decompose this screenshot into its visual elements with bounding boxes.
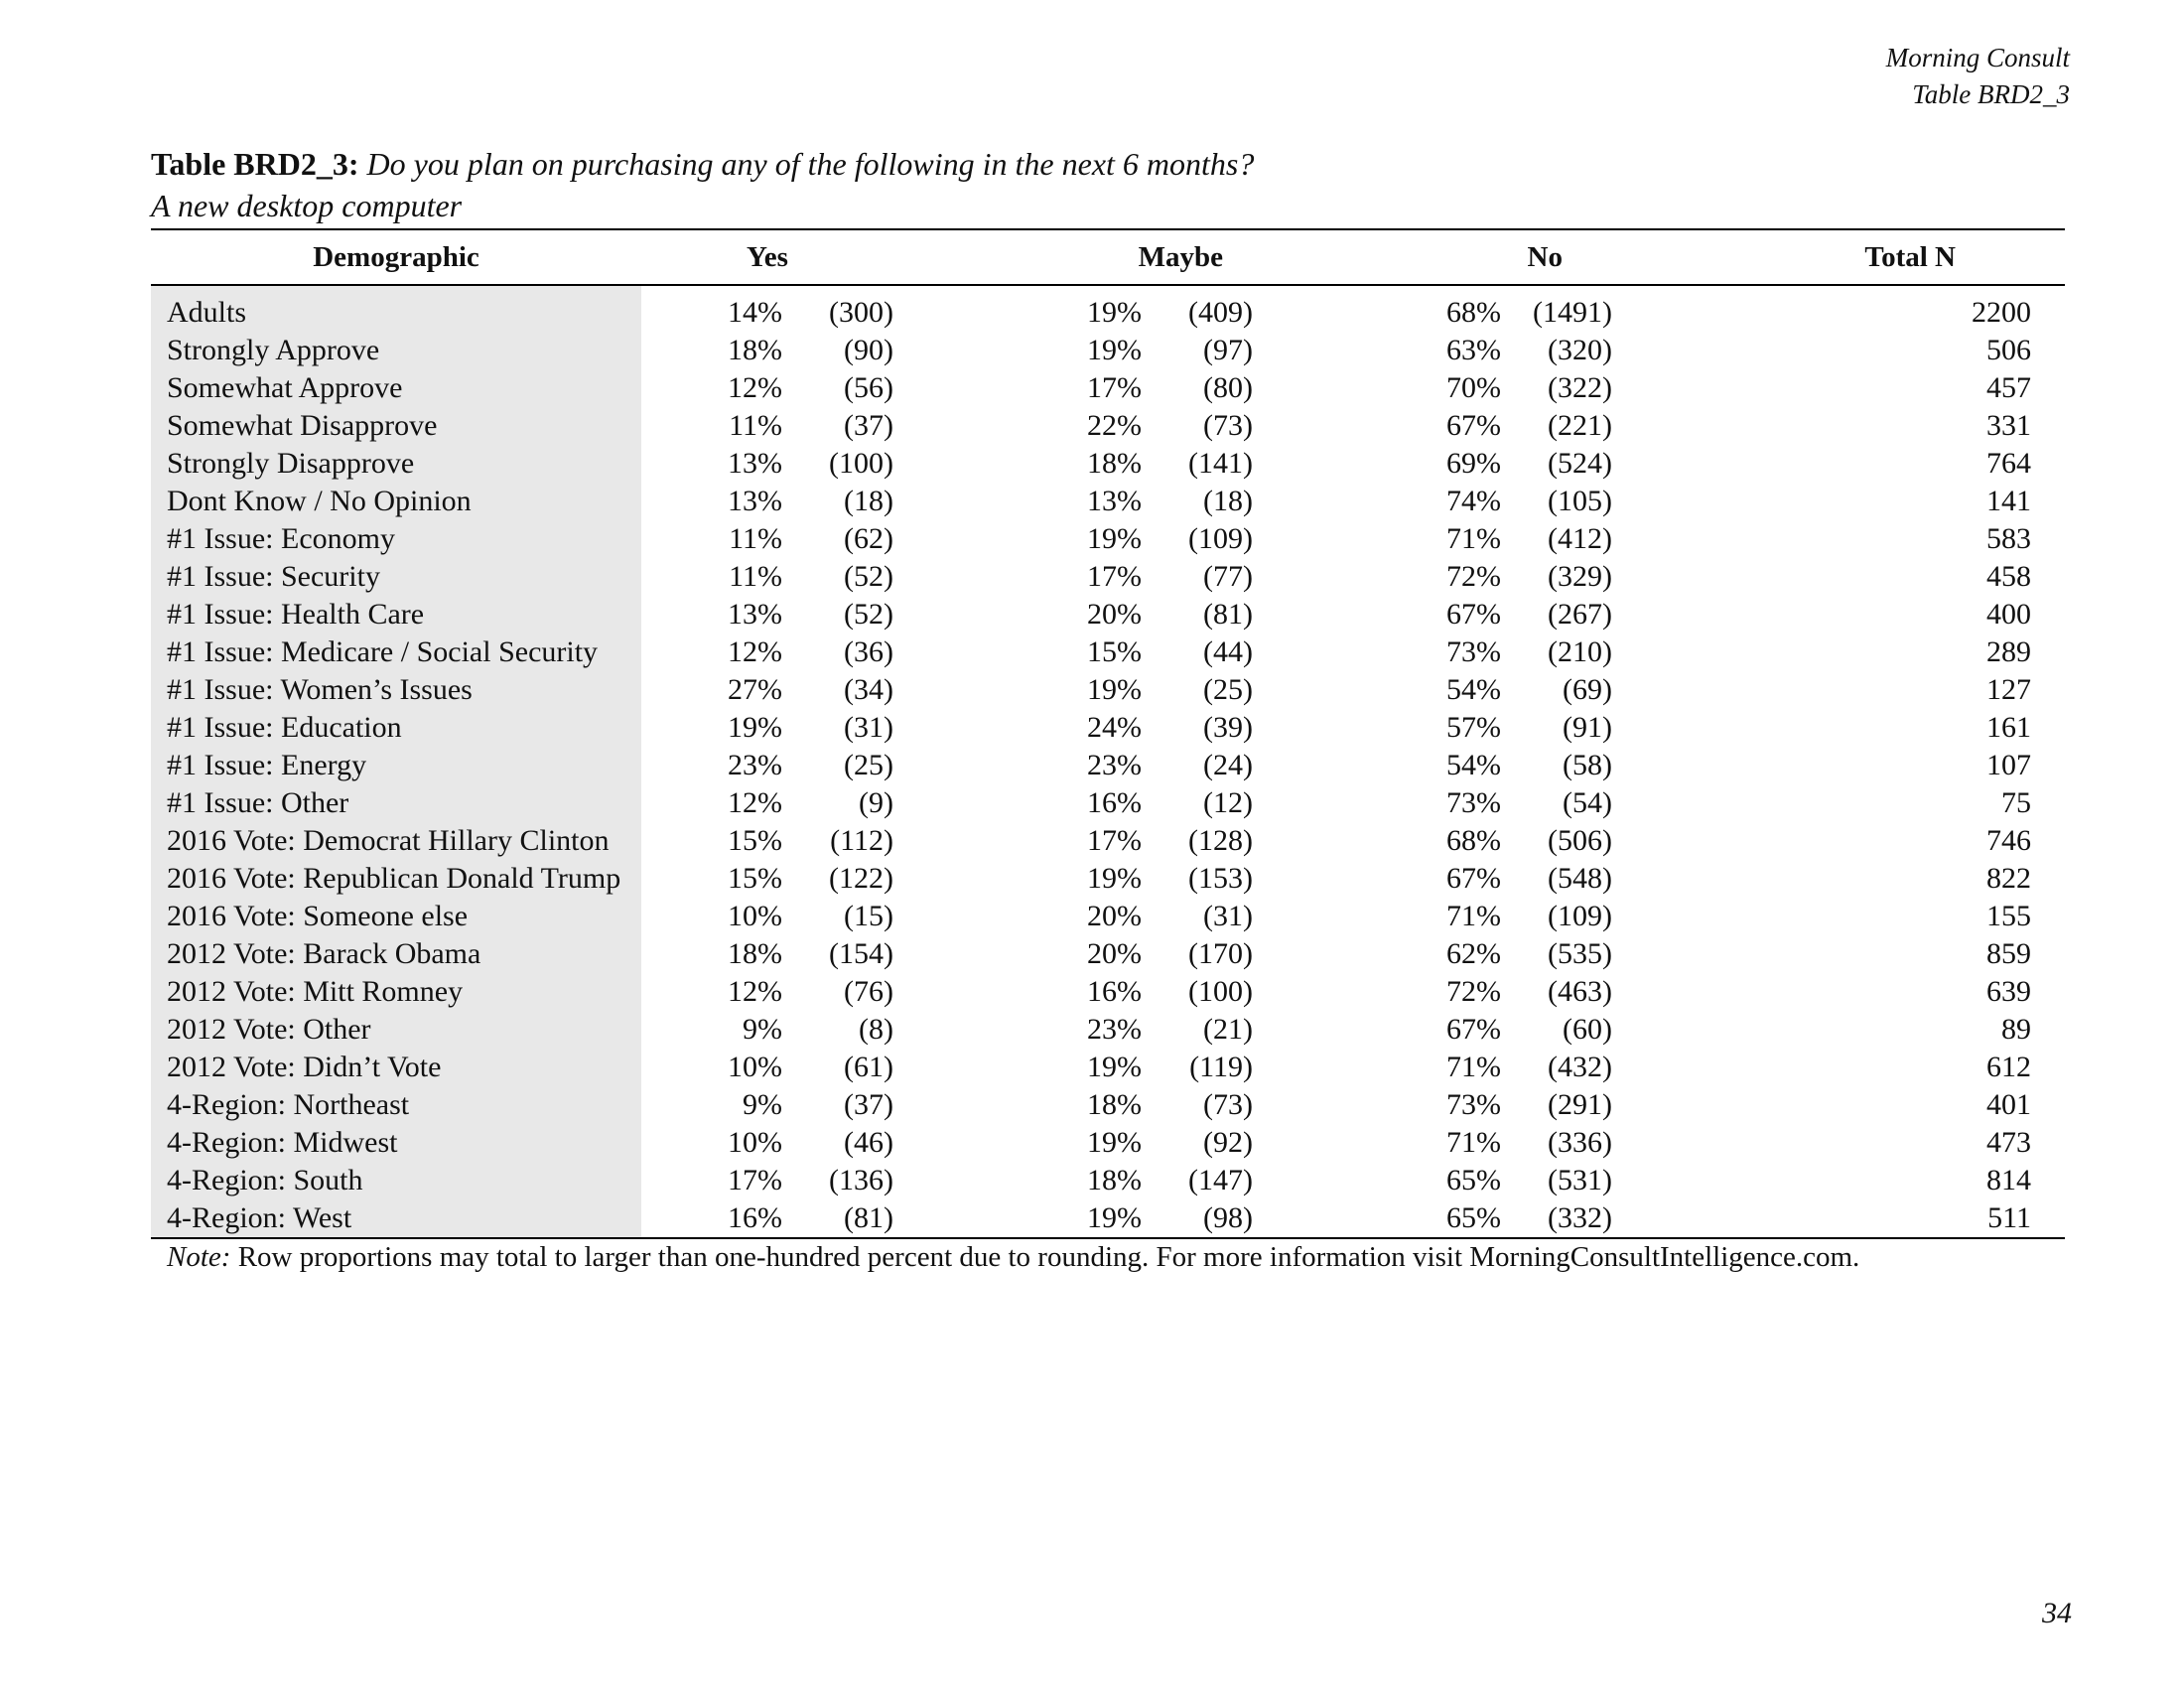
maybe-count: (31) xyxy=(1203,900,1253,932)
total-n: 859 xyxy=(1986,937,2031,970)
no-percent: 73% xyxy=(1446,1088,1501,1121)
total-n: 75 xyxy=(2001,786,2031,819)
total-n: 289 xyxy=(1986,635,2031,668)
yes-count: (31) xyxy=(844,711,893,744)
table-row xyxy=(151,671,2065,709)
table-row xyxy=(151,1162,2065,1199)
maybe-count: (100) xyxy=(1188,975,1253,1008)
no-count: (524) xyxy=(1548,447,1612,480)
yes-percent: 13% xyxy=(728,447,782,480)
table-row xyxy=(151,445,2065,483)
maybe-count: (109) xyxy=(1188,522,1253,555)
row-label: 2016 Vote: Someone else xyxy=(151,898,641,935)
no-percent: 65% xyxy=(1253,1199,1501,1238)
yes-count: (112) xyxy=(830,824,893,857)
total-n: 746 xyxy=(1986,824,2031,857)
yes-count: (81) xyxy=(782,1199,893,1238)
maybe-percent: 13% xyxy=(1087,485,1142,517)
no-percent: 69% xyxy=(1446,447,1501,480)
maybe-percent: 20% xyxy=(1087,937,1142,970)
yes-count: (154) xyxy=(829,937,893,970)
table-row xyxy=(151,860,2065,898)
no-count: (109) xyxy=(1548,900,1612,932)
table-row xyxy=(151,1049,2065,1086)
total-n: 401 xyxy=(1986,1088,2031,1121)
no-percent: 70% xyxy=(1446,371,1501,404)
row-label: Adults xyxy=(151,285,641,332)
yes-percent: 12% xyxy=(728,635,782,668)
no-count: (336) xyxy=(1548,1126,1612,1159)
maybe-percent: 23% xyxy=(1087,749,1142,781)
total-n: 161 xyxy=(1986,711,2031,744)
yes-percent: 18% xyxy=(728,334,782,366)
total-n: 822 xyxy=(1986,862,2031,895)
title-question: Do you plan on purchasing any of the following in the next 6 months? xyxy=(366,146,1255,182)
yes-percent: 18% xyxy=(728,937,782,970)
maybe-percent: 19% xyxy=(1087,673,1142,706)
yes-percent: 12% xyxy=(728,786,782,819)
table-row xyxy=(151,558,2065,596)
maybe-count: (97) xyxy=(1203,334,1253,366)
yes-count: (122) xyxy=(829,862,893,895)
total-n: 458 xyxy=(1986,560,2031,593)
col-header-maybe: Maybe xyxy=(893,229,1253,285)
yes-percent: 10% xyxy=(728,1051,782,1083)
table-row xyxy=(151,1199,2065,1238)
maybe-count: (170) xyxy=(1188,937,1253,970)
note-label: Note: xyxy=(167,1241,231,1273)
yes-percent: 13% xyxy=(728,485,782,517)
yes-percent: 13% xyxy=(728,598,782,631)
table-row xyxy=(151,407,2065,445)
maybe-percent: 18% xyxy=(1087,1164,1142,1196)
yes-percent: 19% xyxy=(728,711,782,744)
no-percent: 71% xyxy=(1446,522,1501,555)
table-row xyxy=(151,1124,2065,1162)
header-table-id: Table BRD2_3 xyxy=(1912,79,2070,109)
no-percent: 63% xyxy=(1446,334,1501,366)
page-header xyxy=(1886,40,2070,113)
no-count: (506) xyxy=(1548,824,1612,857)
no-count: (322) xyxy=(1548,371,1612,404)
maybe-percent: 16% xyxy=(1087,786,1142,819)
col-header-no: No xyxy=(1253,229,1612,285)
yes-count: (18) xyxy=(844,485,893,517)
maybe-percent: 19% xyxy=(1087,296,1142,329)
maybe-percent: 19% xyxy=(1087,522,1142,555)
total-n: 107 xyxy=(1986,749,2031,781)
yes-count: (25) xyxy=(844,749,893,781)
maybe-percent: 15% xyxy=(1087,635,1142,668)
row-label: 4-Region: West xyxy=(151,1199,641,1238)
row-label: 2016 Vote: Democrat Hillary Clinton xyxy=(151,822,641,860)
maybe-percent: 19% xyxy=(1087,1126,1142,1159)
no-percent: 62% xyxy=(1446,937,1501,970)
total-n: 457 xyxy=(1986,371,2031,404)
yes-percent: 15% xyxy=(728,824,782,857)
row-label: Strongly Disapprove xyxy=(151,445,641,483)
no-count: (535) xyxy=(1548,937,1612,970)
no-count: (432) xyxy=(1548,1051,1612,1083)
maybe-count: (73) xyxy=(1203,1088,1253,1121)
row-label: 4-Region: Northeast xyxy=(151,1086,641,1124)
header-org: Morning Consult xyxy=(1885,43,2070,72)
no-percent: 71% xyxy=(1446,900,1501,932)
no-count: (412) xyxy=(1548,522,1612,555)
col-header-total: Total N xyxy=(1612,229,2065,285)
row-label: #1 Issue: Other xyxy=(151,784,641,822)
total-n: 2200 xyxy=(1972,296,2031,329)
no-percent: 68% xyxy=(1446,296,1501,329)
no-count: (54) xyxy=(1563,786,1612,819)
table-row xyxy=(151,898,2065,935)
maybe-count: (81) xyxy=(1203,598,1253,631)
table-row xyxy=(151,747,2065,784)
row-label: #1 Issue: Education xyxy=(151,709,641,747)
row-label: 4-Region: Midwest xyxy=(151,1124,641,1162)
maybe-count: (80) xyxy=(1203,371,1253,404)
maybe-percent: 22% xyxy=(1087,409,1142,442)
col-header-yes: Yes xyxy=(641,229,893,285)
maybe-count: (12) xyxy=(1203,786,1253,819)
maybe-count: (92) xyxy=(1203,1126,1253,1159)
maybe-percent: 20% xyxy=(1087,900,1142,932)
maybe-count: (44) xyxy=(1203,635,1253,668)
yes-percent: 9% xyxy=(743,1088,782,1121)
no-count: (531) xyxy=(1548,1164,1612,1196)
maybe-percent: 16% xyxy=(1087,975,1142,1008)
col-header-demographic: Demographic xyxy=(151,229,641,285)
total-n: 89 xyxy=(2001,1013,2031,1046)
total-n: 764 xyxy=(1986,447,2031,480)
row-label: 2012 Vote: Other xyxy=(151,1011,641,1049)
no-percent: 57% xyxy=(1446,711,1501,744)
maybe-percent: 17% xyxy=(1087,824,1142,857)
table-row xyxy=(151,332,2065,369)
total-n: 331 xyxy=(1986,409,2031,442)
yes-count: (37) xyxy=(844,1088,893,1121)
row-label: #1 Issue: Medicare / Social Security xyxy=(151,633,641,671)
no-percent: 67% xyxy=(1446,598,1501,631)
no-count: (1491) xyxy=(1533,296,1612,329)
maybe-count: (39) xyxy=(1203,711,1253,744)
yes-percent: 12% xyxy=(728,371,782,404)
row-label: Somewhat Approve xyxy=(151,369,641,407)
row-label: #1 Issue: Health Care xyxy=(151,596,641,633)
yes-count: (76) xyxy=(844,975,893,1008)
table-row xyxy=(151,483,2065,520)
maybe-percent: 20% xyxy=(1087,598,1142,631)
maybe-percent: 17% xyxy=(1087,371,1142,404)
table-row xyxy=(151,285,2065,332)
maybe-count: (128) xyxy=(1188,824,1253,857)
table-row xyxy=(151,935,2065,973)
no-count: (548) xyxy=(1548,862,1612,895)
no-percent: 54% xyxy=(1446,673,1501,706)
no-count: (463) xyxy=(1548,975,1612,1008)
title-label: Table BRD2_3: xyxy=(151,146,359,182)
total-n: 506 xyxy=(1986,334,2031,366)
table-row xyxy=(151,1011,2065,1049)
note-text: Row proportions may total to larger than one-hundred percent due to rounding. For more information visit MorningConsultIntelligence.com. xyxy=(237,1241,1860,1273)
no-percent: 65% xyxy=(1446,1164,1501,1196)
maybe-count: (77) xyxy=(1203,560,1253,593)
no-percent: 67% xyxy=(1446,409,1501,442)
no-count: (267) xyxy=(1548,598,1612,631)
row-label: 2016 Vote: Republican Donald Trump xyxy=(151,860,641,898)
total-n: 583 xyxy=(1986,522,2031,555)
no-percent: 74% xyxy=(1446,485,1501,517)
table-row xyxy=(151,596,2065,633)
yes-count: (8) xyxy=(859,1013,893,1046)
maybe-count: (147) xyxy=(1188,1164,1253,1196)
yes-count: (52) xyxy=(844,560,893,593)
yes-percent: 14% xyxy=(728,296,782,329)
maybe-count: (18) xyxy=(1203,485,1253,517)
yes-percent: 11% xyxy=(729,560,782,593)
table-row xyxy=(151,784,2065,822)
maybe-count: (119) xyxy=(1189,1051,1253,1083)
total-n: 639 xyxy=(1986,975,2031,1008)
page-number: 34 xyxy=(2042,1597,2072,1629)
maybe-percent: 24% xyxy=(1087,711,1142,744)
yes-count: (300) xyxy=(829,296,893,329)
no-count: (221) xyxy=(1548,409,1612,442)
yes-count: (100) xyxy=(829,447,893,480)
table-title xyxy=(151,143,2067,226)
maybe-percent: 23% xyxy=(1087,1013,1142,1046)
maybe-count: (153) xyxy=(1188,862,1253,895)
yes-count: (37) xyxy=(844,409,893,442)
maybe-count: (98) xyxy=(1142,1199,1253,1238)
yes-percent: 10% xyxy=(728,900,782,932)
total-n: 400 xyxy=(1986,598,2031,631)
maybe-count: (25) xyxy=(1203,673,1253,706)
maybe-percent: 17% xyxy=(1087,560,1142,593)
yes-count: (36) xyxy=(844,635,893,668)
total-n: 155 xyxy=(1986,900,2031,932)
yes-count: (46) xyxy=(844,1126,893,1159)
maybe-percent: 19% xyxy=(1087,334,1142,366)
row-label: #1 Issue: Energy xyxy=(151,747,641,784)
no-percent: 73% xyxy=(1446,635,1501,668)
maybe-percent: 19% xyxy=(893,1199,1142,1238)
data-table xyxy=(151,228,2065,1239)
maybe-count: (24) xyxy=(1203,749,1253,781)
no-percent: 73% xyxy=(1446,786,1501,819)
yes-count: (90) xyxy=(844,334,893,366)
no-count: (291) xyxy=(1548,1088,1612,1121)
no-percent: 72% xyxy=(1446,560,1501,593)
no-count: (329) xyxy=(1548,560,1612,593)
no-count: (332) xyxy=(1501,1199,1612,1238)
row-label: 2012 Vote: Didn’t Vote xyxy=(151,1049,641,1086)
maybe-count: (73) xyxy=(1203,409,1253,442)
table-row xyxy=(151,822,2065,860)
total-n: 612 xyxy=(1986,1051,2031,1083)
maybe-count: (409) xyxy=(1188,296,1253,329)
maybe-percent: 19% xyxy=(1087,862,1142,895)
table-row xyxy=(151,709,2065,747)
no-percent: 71% xyxy=(1446,1126,1501,1159)
no-percent: 71% xyxy=(1446,1051,1501,1083)
yes-percent: 10% xyxy=(728,1126,782,1159)
maybe-percent: 18% xyxy=(1087,447,1142,480)
no-percent: 67% xyxy=(1446,1013,1501,1046)
no-count: (69) xyxy=(1563,673,1612,706)
yes-percent: 15% xyxy=(728,862,782,895)
row-label: #1 Issue: Security xyxy=(151,558,641,596)
maybe-percent: 19% xyxy=(1087,1051,1142,1083)
yes-percent: 27% xyxy=(728,673,782,706)
no-percent: 67% xyxy=(1446,862,1501,895)
no-percent: 72% xyxy=(1446,975,1501,1008)
table-row xyxy=(151,633,2065,671)
yes-count: (61) xyxy=(844,1051,893,1083)
total-n: 814 xyxy=(1986,1164,2031,1196)
table-row xyxy=(151,520,2065,558)
total-n: 473 xyxy=(1986,1126,2031,1159)
no-count: (60) xyxy=(1563,1013,1612,1046)
row-label: 2012 Vote: Mitt Romney xyxy=(151,973,641,1011)
total-n: 511 xyxy=(1612,1199,2065,1238)
yes-percent: 11% xyxy=(729,522,782,555)
yes-percent: 16% xyxy=(641,1199,782,1238)
yes-count: (56) xyxy=(844,371,893,404)
row-label: 4-Region: South xyxy=(151,1162,641,1199)
row-label: #1 Issue: Women’s Issues xyxy=(151,671,641,709)
total-n: 127 xyxy=(1986,673,2031,706)
yes-count: (62) xyxy=(844,522,893,555)
yes-percent: 9% xyxy=(743,1013,782,1046)
maybe-count: (141) xyxy=(1188,447,1253,480)
title-subtitle: A new desktop computer xyxy=(151,188,463,223)
table-row xyxy=(151,1086,2065,1124)
maybe-percent: 18% xyxy=(1087,1088,1142,1121)
table-row xyxy=(151,369,2065,407)
yes-count: (9) xyxy=(859,786,893,819)
no-count: (91) xyxy=(1563,711,1612,744)
no-count: (58) xyxy=(1563,749,1612,781)
yes-count: (34) xyxy=(844,673,893,706)
yes-percent: 17% xyxy=(728,1164,782,1196)
no-percent: 68% xyxy=(1446,824,1501,857)
yes-count: (136) xyxy=(829,1164,893,1196)
yes-count: (52) xyxy=(844,598,893,631)
yes-percent: 12% xyxy=(728,975,782,1008)
table-header-row xyxy=(151,229,2065,285)
no-percent: 54% xyxy=(1446,749,1501,781)
row-label: Dont Know / No Opinion xyxy=(151,483,641,520)
row-label: Strongly Approve xyxy=(151,332,641,369)
table-note xyxy=(167,1241,1859,1274)
total-n: 141 xyxy=(1986,485,2031,517)
table-row xyxy=(151,973,2065,1011)
yes-percent: 11% xyxy=(729,409,782,442)
row-label: #1 Issue: Economy xyxy=(151,520,641,558)
no-count: (105) xyxy=(1548,485,1612,517)
row-label: Somewhat Disapprove xyxy=(151,407,641,445)
row-label: 2012 Vote: Barack Obama xyxy=(151,935,641,973)
no-count: (320) xyxy=(1548,334,1612,366)
yes-count: (15) xyxy=(844,900,893,932)
maybe-count: (21) xyxy=(1203,1013,1253,1046)
no-count: (210) xyxy=(1548,635,1612,668)
yes-percent: 23% xyxy=(728,749,782,781)
